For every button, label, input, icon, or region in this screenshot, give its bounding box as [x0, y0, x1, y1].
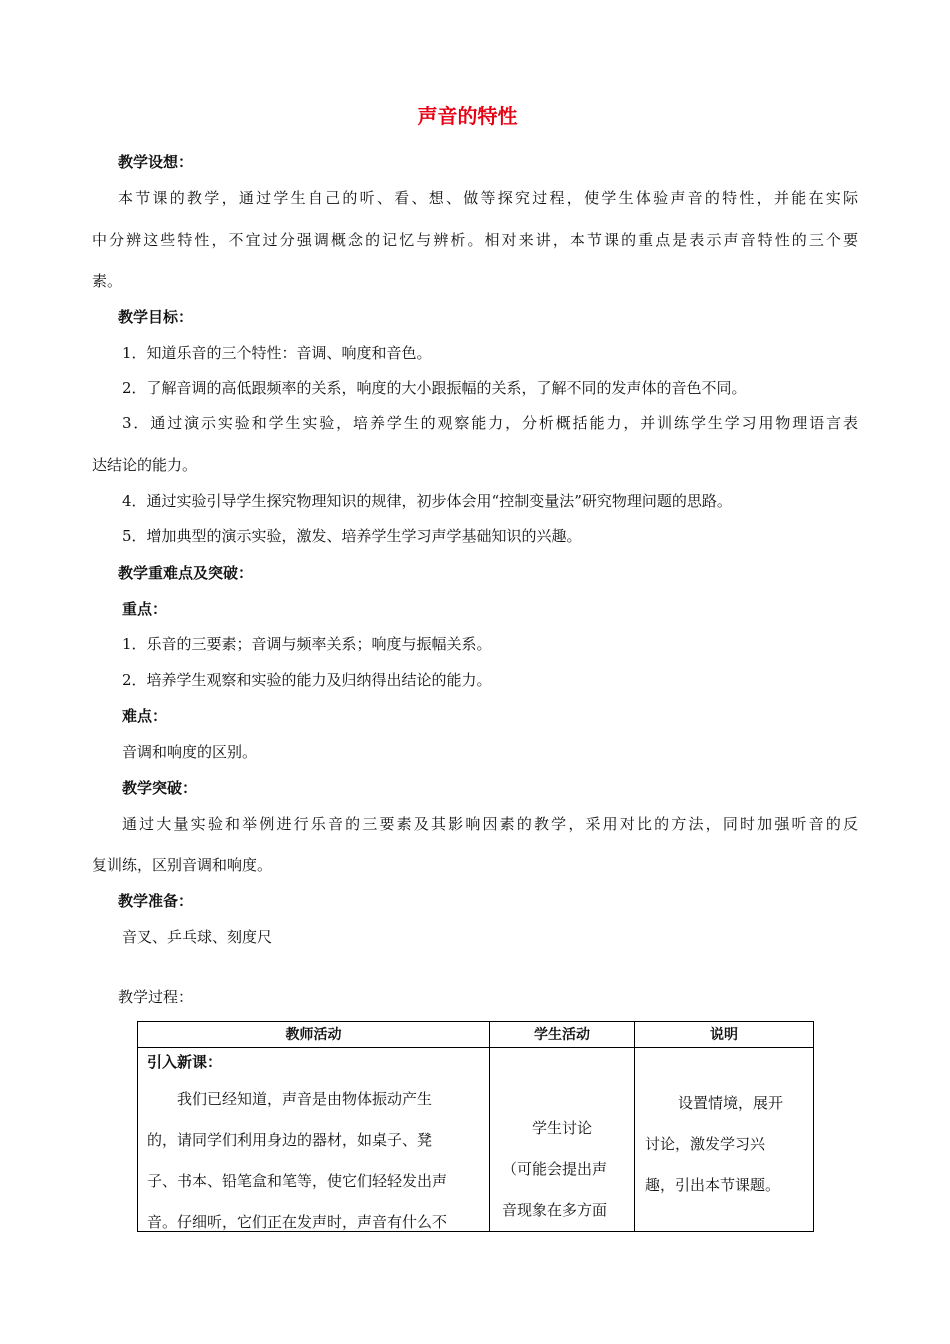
- teacher-line-3: 子、书本、铅笔盒和笔等，使它们轻轻发出声: [147, 1172, 448, 1190]
- teacher-line-1: 我们已经知道，声音是由物体振动产生: [177, 1090, 433, 1108]
- key-heading: 教学重难点及突破：: [118, 564, 254, 582]
- design-line-3: 素。: [92, 272, 123, 290]
- teacher-line-4: 音。仔细听，它们正在发声时，声音有什么不: [147, 1213, 448, 1231]
- table-header-divider: [138, 1047, 813, 1048]
- breakthrough-line-1: 通过大量实验和举例进行乐音的三要素及其影响因素的教学，采用对比的方法，同时加强听音的反: [122, 815, 858, 833]
- teacher-heading: 引入新课：: [147, 1053, 223, 1071]
- difficulty-line: 音调和响度的区别。: [122, 743, 258, 761]
- student-line-2: （可能会提出声: [502, 1160, 608, 1178]
- goal-5: 5．增加典型的演示实验，激发、培养学生学习声学基础知识的兴趣。: [122, 527, 582, 545]
- focus-2: 2．培养学生观察和实验的能力及归纳得出结论的能力。: [122, 671, 492, 689]
- prep-heading: 教学准备：: [118, 892, 194, 910]
- header-student: 学生活动: [534, 1027, 590, 1043]
- page-title: 声音的特性: [417, 104, 518, 128]
- focus-1: 1．乐音的三要素；音调与频率关系；响度与振幅关系。: [122, 635, 492, 653]
- goal-3: 3．通过演示实验和学生实验，培养学生的观察能力，分析概括能力，并训练学生学习用物理语言表: [122, 414, 858, 432]
- design-line-1: 本节课的教学，通过学生自己的听、看、想、做等探究过程，使学生体验声音的特性，并能在实际: [118, 189, 858, 207]
- student-line-1: 学生讨论: [531, 1119, 592, 1137]
- breakthrough-heading: 教学突破：: [122, 779, 198, 797]
- student-line-3: 音现象在多方面: [502, 1201, 608, 1219]
- focus-heading: 重点：: [122, 600, 168, 618]
- note-line-3: 趣，引出本节课题。: [645, 1176, 781, 1194]
- table-column-divider: [634, 1022, 635, 1231]
- process-table: [137, 1021, 814, 1232]
- goal-1: 1．知道乐音的三个特性：音调、响度和音色。: [122, 344, 432, 362]
- goal-3-cont: 达结论的能力。: [92, 456, 198, 474]
- process-heading: 教学过程：: [118, 988, 194, 1006]
- prep-line: 音叉、乒乓球、刻度尺: [122, 928, 273, 946]
- note-line-1: 设置情境，展开: [678, 1094, 784, 1112]
- breakthrough-line-2: 复训练，区别音调和响度。: [92, 856, 273, 874]
- header-teacher: 教师活动: [285, 1027, 342, 1043]
- design-heading: 教学设想：: [118, 153, 194, 171]
- design-line-2: 中分辨这些特性，不宜过分强调概念的记忆与辨析。相对来讲，本节课的重点是表示声音特性的三个要: [92, 231, 858, 249]
- goal-4: 4．通过实验引导学生探究物理知识的规律，初步体会用“控制变量法”研究物理问题的思路。: [122, 492, 732, 510]
- goals-heading: 教学目标：: [118, 308, 194, 326]
- header-note: 说明: [710, 1027, 738, 1043]
- goal-2: 2．了解音调的高低跟频率的关系，响度的大小跟振幅的关系，了解不同的发声体的音色不同。: [122, 379, 747, 397]
- difficulty-heading: 难点：: [122, 707, 168, 725]
- note-line-2: 讨论，激发学习兴: [645, 1135, 766, 1153]
- teacher-line-2: 的，请同学们利用身边的器材，如桌子、凳: [147, 1131, 433, 1149]
